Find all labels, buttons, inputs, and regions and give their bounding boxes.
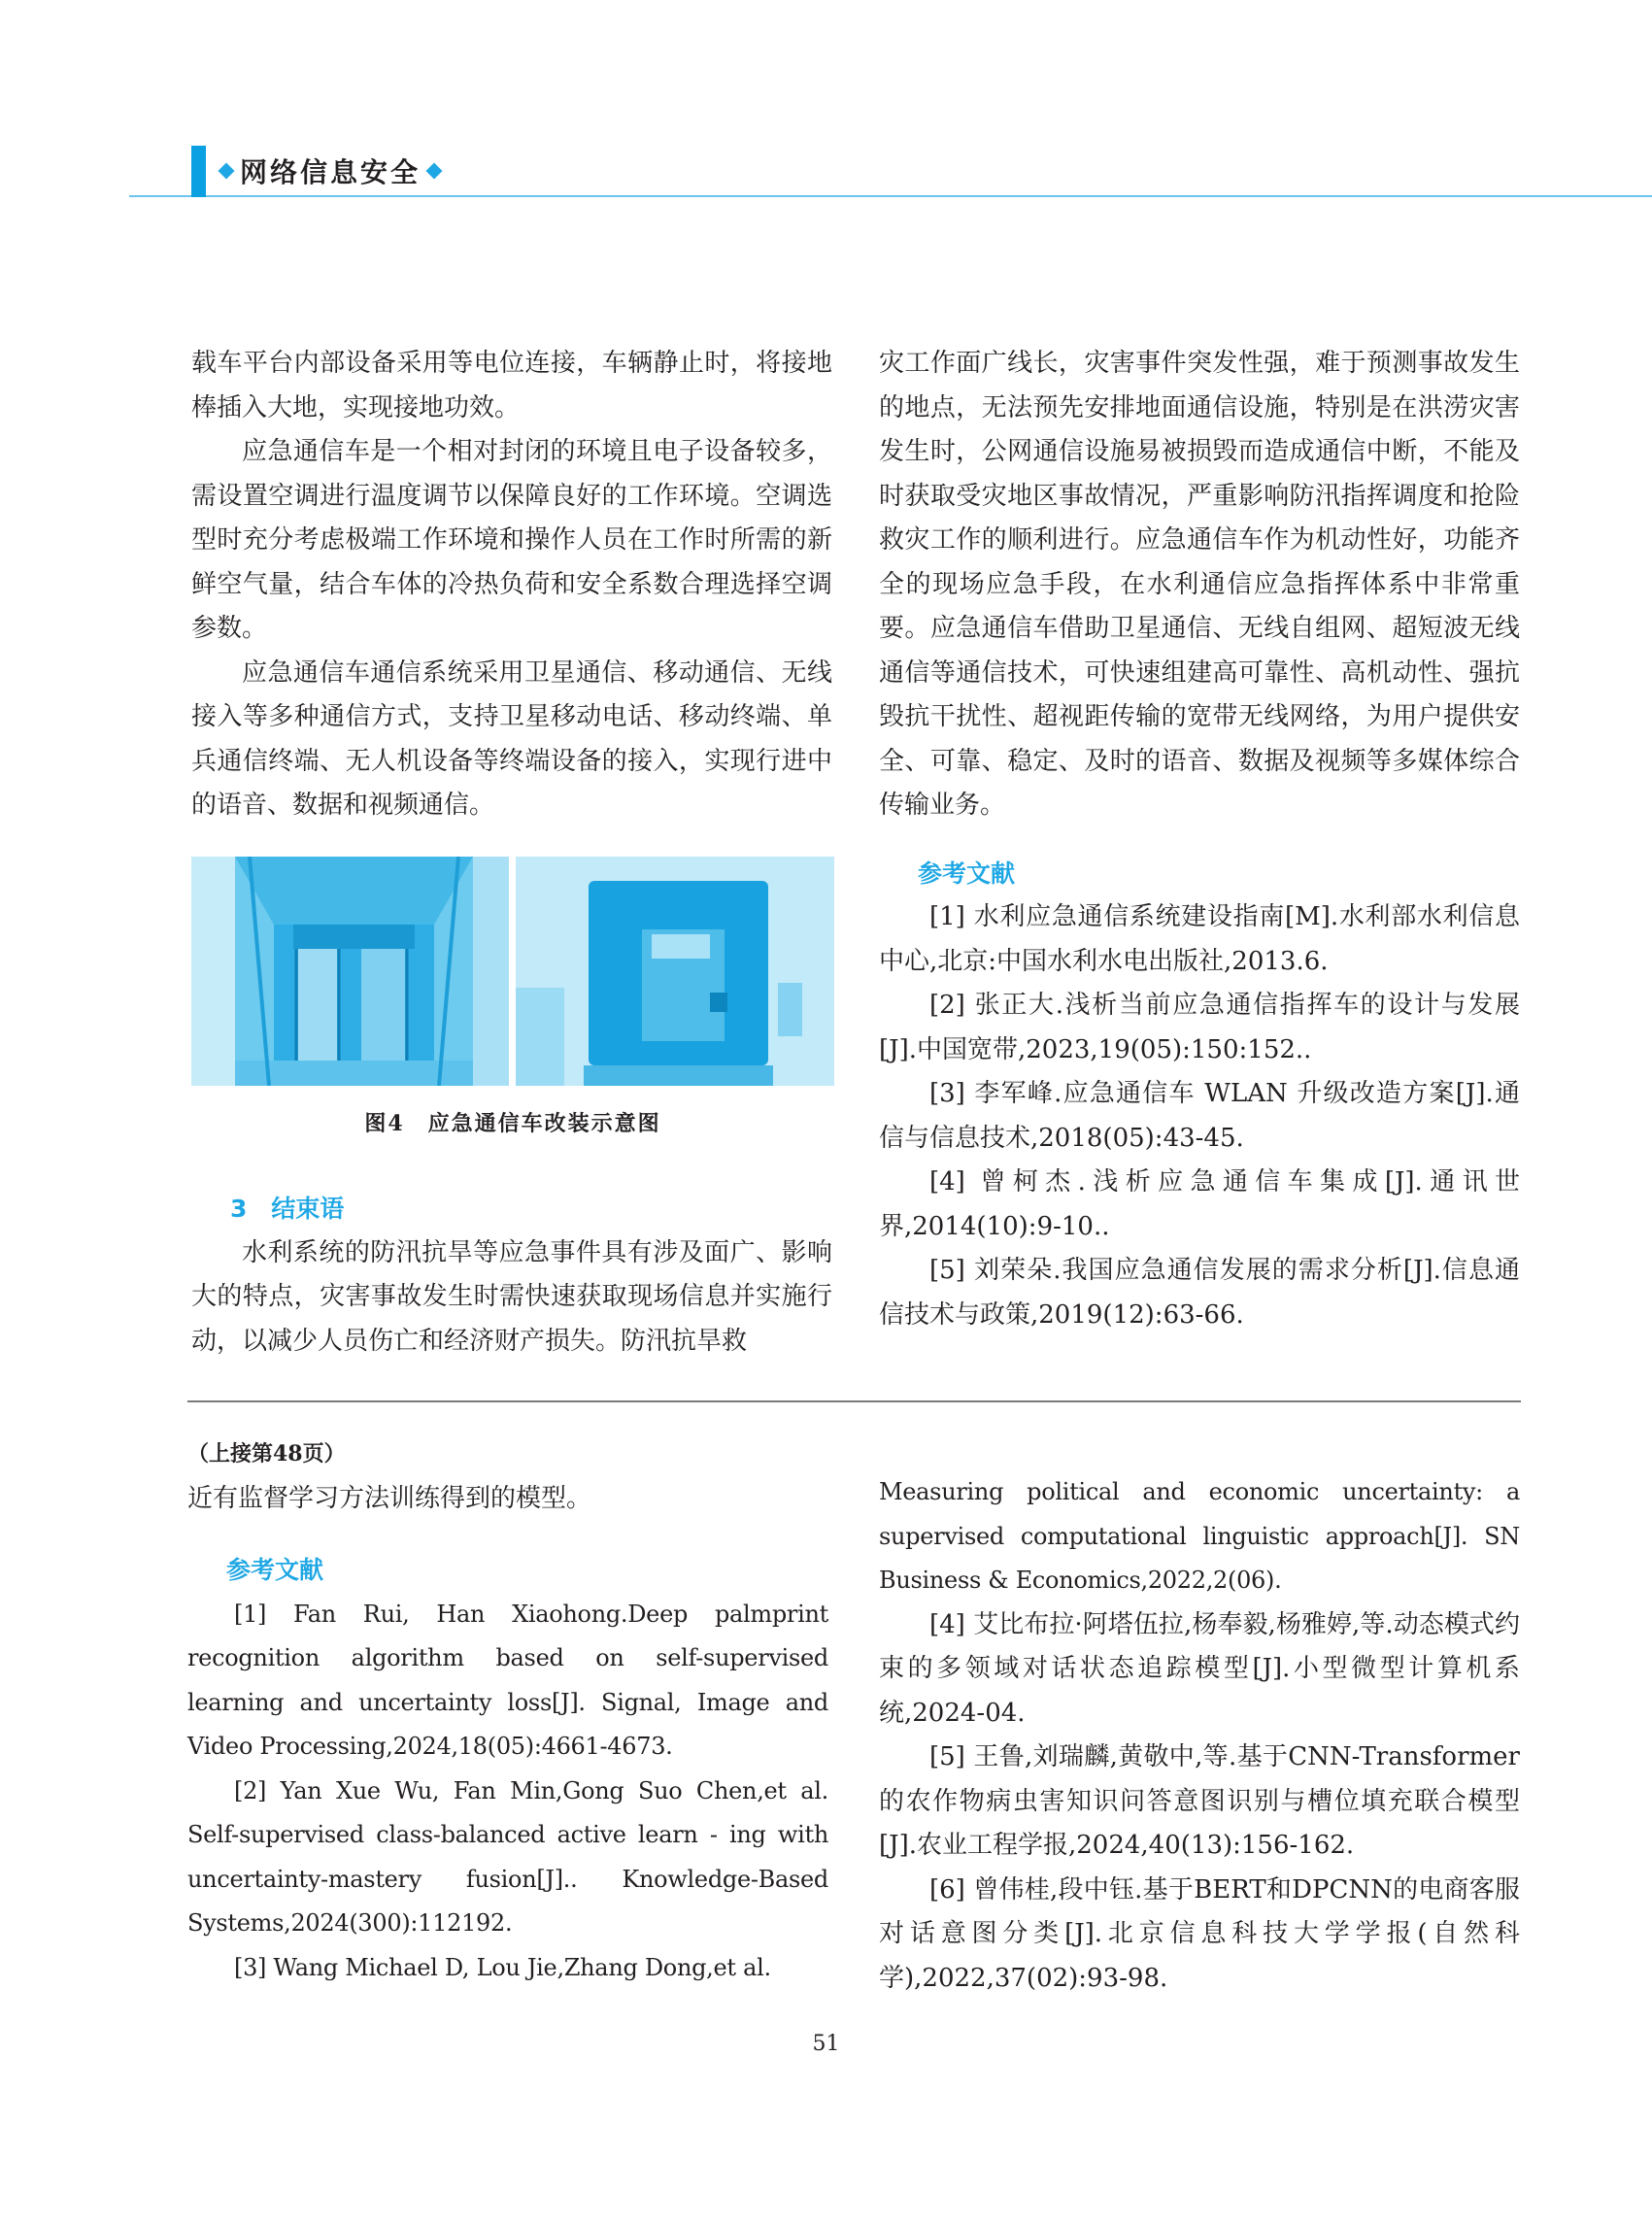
- left-column-top: [191, 342, 832, 828]
- section-title: 网络信息安全: [240, 156, 421, 188]
- figure-caption: 图4 应急通信车改装示意图: [364, 1111, 661, 1136]
- reference-item: [3] Wang Michael D, Lou Jie,Zhang Dong,et al.: [234, 1953, 771, 1981]
- paragraph: 载车平台内部设备采用等电位连接，车辆静止时，将接地棒插入大地，实现接地功效。: [191, 349, 832, 422]
- page-number: 51: [812, 2032, 840, 2056]
- reference-item: [2] Yan Xue Wu, Fan Min,Gong Suo Chen,et al. Self-supervised class-balanced active learn - ing with uncertainty-mastery fusion[J].. Knowledge-Based Systems,2024(300):112192.: [187, 1776, 828, 1937]
- diamond-icon: [426, 163, 443, 180]
- bottom-right-column: [879, 1470, 1520, 2001]
- figure-4: [191, 857, 834, 1088]
- right-column-top: [879, 342, 1520, 1337]
- header-rule: [129, 195, 1652, 197]
- paragraph: 近有监督学习方法训练得到的模型。: [187, 1483, 592, 1513]
- paragraph: 应急通信车是一个相对封闭的环境且电子设备较多，需设置空调进行温度调节以保障良好的工作环境。空调选型时充分考虑极端工作环境和操作人员在工作时所需的新鲜空气量，结合车体的冷热负荷和安全系数合理选择空调参数。: [191, 437, 832, 643]
- reference-item: [4] 曾柯杰.浅析应急通信车集成[J].通讯世界,2014(10):9-10..: [879, 1167, 1520, 1241]
- section-separator: [187, 1400, 1521, 1402]
- conclusion-section: [191, 1187, 832, 1364]
- references-heading: 参考文献: [918, 859, 1016, 888]
- section-heading: 3 结束语: [230, 1195, 345, 1223]
- references-heading: 参考文献: [226, 1556, 324, 1584]
- reference-item: [5] 王鲁,刘瑞麟,黄敬中,等.基于CNN-Transformer的农作物病虫害知识问答意图识别与槽位填充联合模型[J].农业工程学报,2024,40(13):156-162.: [879, 1742, 1520, 1860]
- bottom-left-column: [187, 1433, 828, 1990]
- reference-item: [4] 艾比布拉·阿塔伍拉,杨奉毅,杨雅婷,等.动态模式约束的多领域对话状态追踪模型[J].小型微型计算机系统,2024-04.: [879, 1609, 1520, 1728]
- reference-item: [6] 曾伟桂,段中钰.基于BERT和DPCNN的电商客服对话意图分类[J].北京信息科技大学学报(自然科学),2022,37(02):93-98.: [879, 1874, 1520, 1993]
- reference-item: [1] 水利应急通信系统建设指南[M].水利部水利信息中心,北京:中国水利水电出版社,2013.6.: [879, 902, 1520, 976]
- van-interior-front-photo: [191, 857, 509, 1086]
- paragraph: 应急通信车通信系统采用卫星通信、移动通信、无线接入等多种通信方式，支持卫星移动电话、移动终端、单兵通信终端、无人机设备等终端设备的接入，实现行进中的语音、数据和视频通信。: [191, 657, 832, 820]
- paragraph: 灾工作面广线长，灾害事件突发性强，难于预测事故发生的地点，无法预先安排地面通信设施，特别是在洪涝灾害发生时，公网通信设施易被损毁而造成通信中断，不能及时获取受灾地区事故情况，严重影响防汛指挥调度和抢险救灾工作的顺利进行。应急通信车作为机动性好，功能齐全的现场应急手段，在水利通信应急指挥体系中非常重要。应急通信车借助卫星通信、无线自组网、超短波无线通信等通信技术，可快速组建高可靠性、高机动性、强抗毁抗干扰性、超视距传输的宽带无线网络，为用户提供安全、可靠、稳定、及时的语音、数据及视频等多媒体综合传输业务。: [879, 349, 1520, 820]
- diamond-icon: [219, 163, 235, 180]
- continued-from-label: （上接第48页）: [187, 1441, 346, 1466]
- reference-item: [3] 李军峰.应急通信车 WLAN 升级改造方案[J].通信与信息技术,2018(05):43-45.: [879, 1079, 1520, 1153]
- header-accent-bar: [191, 146, 206, 197]
- reference-item: [5] 刘荣朵.我国应急通信发展的需求分析[J].信息通信技术与政策,2019(12):63-66.: [879, 1256, 1520, 1330]
- reference-item-continued: Measuring political and economic uncertainty: a supervised computational linguistic approach[J]. SN Business & Economics,2022,2(06).: [879, 1478, 1520, 1594]
- reference-item: [2] 张正大.浅析当前应急通信指挥车的设计与发展[J].中国宽带,2023,19(05):150:152..: [879, 991, 1520, 1064]
- section-header: [213, 152, 448, 190]
- van-rear-open-photo: [516, 857, 834, 1086]
- reference-item: [1] Fan Rui, Han Xiaohong.Deep palmprint recognition algorithm based on self-supervised learning and uncertainty loss[J]. Signal, Image and Video Processing,2024,18(05):4661-4673.: [187, 1600, 828, 1760]
- paragraph: 水利系统的防汛抗旱等应急事件具有涉及面广、影响大的特点，灾害事故发生时需快速获取现场信息并实施行动，以减少人员伤亡和经济财产损失。防汛抗旱救: [191, 1237, 832, 1356]
